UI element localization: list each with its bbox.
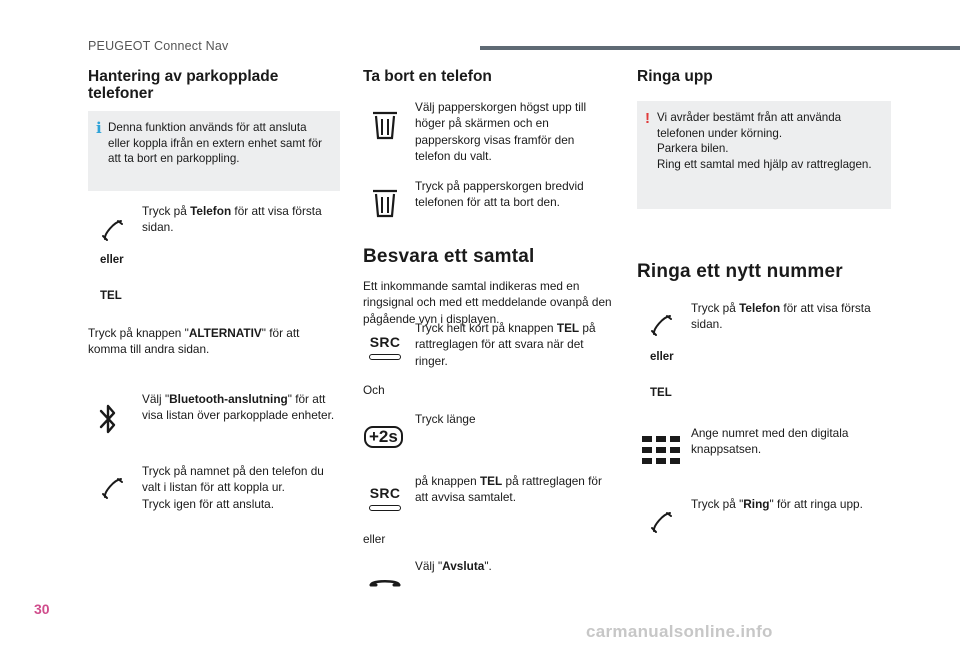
- watermark: carmanualsonline.info: [586, 622, 773, 641]
- alternativ-instruction: Tryck på knappen "ALTERNATIV" för att komma till andra sidan.: [88, 326, 300, 357]
- keypad-icon: [642, 436, 680, 464]
- section-heading-call: Ringa upp: [637, 68, 713, 85]
- section-heading-paired: Hantering av parkopplade telefoner: [88, 68, 279, 103]
- step-bluetooth: Välj "Bluetooth-anslutning" för att visa listan över parkopplade enheter.: [142, 392, 335, 423]
- warning-text-2: Parkera bilen.: [657, 142, 729, 156]
- info-note: [88, 111, 340, 191]
- handset-icon: [100, 218, 124, 242]
- hang-up-icon: [369, 577, 401, 587]
- or-label: eller: [100, 254, 124, 266]
- src-button-icon: SRC: [368, 333, 402, 360]
- column-paired-phones: [88, 68, 340, 103]
- section-heading-answer: Besvara ett samtal: [363, 246, 535, 267]
- ring-step: Tryck på "Ring" för att ringa upp.: [691, 497, 863, 511]
- reject-step: på knappen TEL på rattreglagen för att avvisa samtalet.: [415, 474, 602, 505]
- trash-step-1: Välj papperskorgen högst upp till höger på skärmen och en papperskorg visas framför den telefon du valt.: [415, 100, 587, 163]
- or-label: eller: [363, 532, 386, 546]
- info-note-text: Denna funktion används för att ansluta eller koppla ifrån en extern enhet samt för att ta bort en parkoppling.: [108, 121, 322, 166]
- handset-icon: [649, 510, 673, 534]
- handset-icon: [649, 313, 673, 337]
- section-heading-new-number: Ringa ett nytt nummer: [637, 261, 843, 282]
- and-label: Och: [363, 383, 385, 397]
- trash-icon: [372, 188, 398, 218]
- page-number: 30: [34, 601, 50, 617]
- tel-label: TEL: [650, 387, 672, 399]
- warning-icon: !: [645, 110, 650, 127]
- column-call: [637, 68, 892, 85]
- long-press-2s-icon: +2s: [364, 426, 403, 448]
- src-button-icon: SRC: [368, 484, 402, 511]
- info-icon: i: [96, 119, 102, 137]
- section-heading-delete: Ta bort en telefon: [363, 68, 492, 85]
- warning-text-1: Vi avråder bestämt från att använda telefonen under körning.: [657, 111, 842, 140]
- or-label: eller: [650, 351, 674, 363]
- answer-step: Tryck helt kort på knappen TEL på rattreglagen för att svara när det ringer.: [415, 321, 596, 368]
- bluetooth-icon: [98, 402, 118, 436]
- answer-intro: Ett inkommande samtal indikeras med en ringsignal och med ett meddelande ovanpå den pågående vyn i displayen.: [363, 279, 612, 326]
- step-disconnect: Tryck på namnet på den telefon du valt i listan för att koppla ur. Tryck igen för att ansluta.: [142, 464, 324, 511]
- column-delete-answer: [363, 68, 619, 85]
- header-bar: [480, 46, 960, 50]
- tel-label: TEL: [100, 290, 122, 302]
- new-number-step-telefon: Tryck på Telefon för att visa första sidan.: [691, 301, 871, 332]
- keypad-step: Ange numret med den digitala knappsatsen.: [691, 426, 849, 457]
- long-press-label: Tryck länge: [415, 412, 476, 426]
- warning-text-3: Ring ett samtal med hjälp av rattreglagen.: [657, 157, 872, 171]
- trash-icon: [372, 110, 398, 140]
- step-telefon: Tryck på Telefon för att visa första sidan.: [142, 204, 322, 235]
- header-title: PEUGEOT Connect Nav: [88, 39, 229, 53]
- handset-icon: [100, 476, 124, 500]
- trash-step-2: Tryck på papperskorgen bredvid telefonen för att ta bort den.: [415, 179, 584, 210]
- warning-note: [637, 101, 891, 209]
- end-call-step: Välj "Avsluta".: [415, 559, 492, 573]
